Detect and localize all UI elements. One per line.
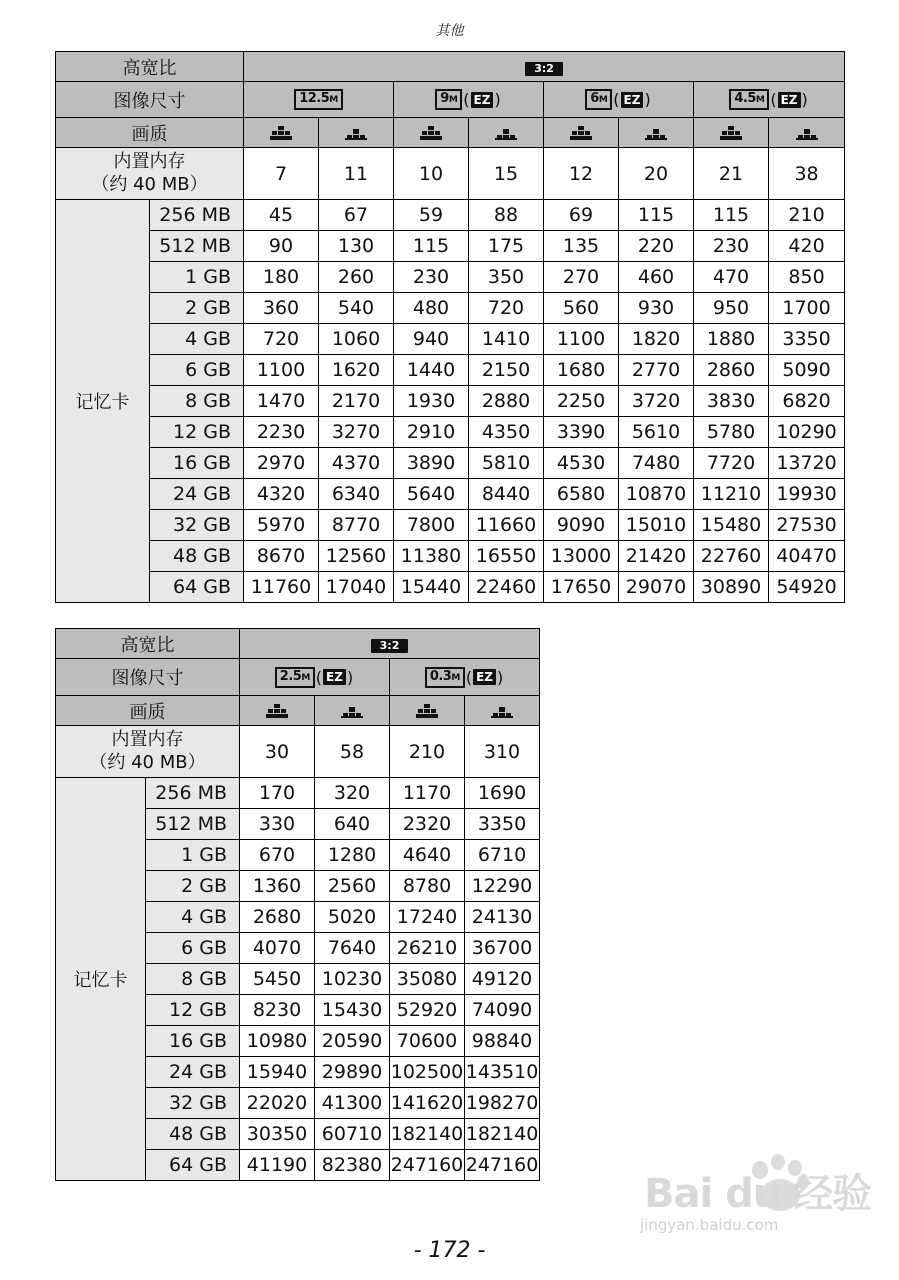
capacity-value: 3350 (769, 324, 845, 355)
ez-zoom-icon: EZ (473, 669, 496, 685)
capacity-value: 41190 (240, 1150, 315, 1181)
capacity-value: 12560 (319, 541, 394, 572)
table-row (56, 417, 845, 448)
capacity-value: 8440 (469, 479, 544, 510)
storage-capacity-table-2 (55, 628, 540, 1181)
capacity-value: 540 (319, 293, 394, 324)
capacity-value: 1100 (544, 324, 619, 355)
capacity-value: 15440 (394, 572, 469, 603)
ez-zoom-icon: EZ (323, 669, 346, 685)
capacity-value: 1170 (390, 778, 465, 809)
quality-cell (390, 696, 465, 726)
capacity-value: 2860 (694, 355, 769, 386)
quality-cell (619, 118, 694, 148)
quality-row (56, 696, 540, 726)
capacity-value: 2910 (394, 417, 469, 448)
capacity-value: 115 (394, 231, 469, 262)
card-size-label: 256 MB (146, 778, 240, 809)
card-size-label: 2 GB (150, 293, 244, 324)
card-size-label: 24 GB (150, 479, 244, 510)
quality-cell (315, 696, 390, 726)
capacity-value: 360 (244, 293, 319, 324)
internal-memory-value: 210 (390, 726, 465, 778)
capacity-value: 2970 (244, 448, 319, 479)
fine-quality-icon (418, 125, 444, 141)
capacity-value: 220 (619, 231, 694, 262)
capacity-value: 17650 (544, 572, 619, 603)
capacity-value: 70600 (390, 1026, 465, 1057)
capacity-value: 19930 (769, 479, 845, 510)
card-size-label: 1 GB (146, 840, 240, 871)
image-size-cell: 4.5M ( EZ ) (694, 82, 845, 118)
card-size-label: 4 GB (146, 902, 240, 933)
capacity-value: 35080 (390, 964, 465, 995)
capacity-value: 2880 (469, 386, 544, 417)
table-row (56, 541, 845, 572)
capacity-value: 8230 (240, 995, 315, 1026)
capacity-value: 1880 (694, 324, 769, 355)
image-size-cell: 9M ( EZ ) (394, 82, 544, 118)
capacity-value: 69 (544, 200, 619, 231)
capacity-value: 420 (769, 231, 845, 262)
card-size-label: 1 GB (150, 262, 244, 293)
capacity-value: 141620 (390, 1088, 465, 1119)
capacity-value: 15010 (619, 510, 694, 541)
internal-memory-value: 11 (319, 148, 394, 200)
capacity-value: 3830 (694, 386, 769, 417)
capacity-value: 115 (619, 200, 694, 231)
watermark-url: jingyan.baidu.com (640, 1216, 779, 1234)
capacity-value: 59 (394, 200, 469, 231)
aspect-ratio-cell (240, 629, 540, 659)
capacity-value: 1690 (465, 778, 540, 809)
capacity-value: 330 (240, 809, 315, 840)
card-size-label: 32 GB (150, 510, 244, 541)
standard-quality-icon (489, 703, 515, 719)
aspect-ratio-label: 高宽比 (56, 629, 240, 659)
standard-quality-icon (794, 125, 820, 141)
capacity-value: 1820 (619, 324, 694, 355)
capacity-value: 40470 (769, 541, 845, 572)
capacity-value: 1930 (394, 386, 469, 417)
table-row (56, 778, 540, 809)
capacity-value: 230 (694, 231, 769, 262)
capacity-value: 22760 (694, 541, 769, 572)
capacity-value: 2560 (315, 871, 390, 902)
capacity-value: 1410 (469, 324, 544, 355)
quality-cell (469, 118, 544, 148)
capacity-value: 2170 (319, 386, 394, 417)
capacity-value: 247160 (465, 1150, 540, 1181)
capacity-value: 2250 (544, 386, 619, 417)
capacity-value: 52920 (390, 995, 465, 1026)
quality-cell (240, 696, 315, 726)
capacity-value: 182140 (465, 1119, 540, 1150)
capacity-value: 260 (319, 262, 394, 293)
capacity-value: 1440 (394, 355, 469, 386)
table-row (56, 200, 845, 231)
image-size-cell: 0.3M ( EZ ) (390, 659, 540, 696)
capacity-value: 13720 (769, 448, 845, 479)
capacity-value: 41300 (315, 1088, 390, 1119)
capacity-value: 950 (694, 293, 769, 324)
capacity-value: 1680 (544, 355, 619, 386)
card-size-label: 12 GB (150, 417, 244, 448)
capacity-value: 7480 (619, 448, 694, 479)
card-size-label: 256 MB (150, 200, 244, 231)
capacity-value: 74090 (465, 995, 540, 1026)
capacity-value: 15430 (315, 995, 390, 1026)
ez-zoom-icon: EZ (778, 92, 801, 108)
table-row (56, 572, 845, 603)
capacity-value: 320 (315, 778, 390, 809)
table-row (56, 386, 845, 417)
capacity-value: 3350 (465, 809, 540, 840)
internal-memory-value: 20 (619, 148, 694, 200)
aspect-ratio-row (56, 629, 540, 659)
internal-memory-value: 10 (394, 148, 469, 200)
capacity-value: 22460 (469, 572, 544, 603)
capacity-value: 5610 (619, 417, 694, 448)
quality-cell (769, 118, 845, 148)
capacity-value: 13000 (544, 541, 619, 572)
capacity-value: 5780 (694, 417, 769, 448)
capacity-value: 720 (469, 293, 544, 324)
capacity-value: 45 (244, 200, 319, 231)
table-row (56, 231, 845, 262)
capacity-value: 15480 (694, 510, 769, 541)
capacity-value: 130 (319, 231, 394, 262)
aspect-ratio-label: 高宽比 (56, 52, 244, 82)
capacity-value: 5020 (315, 902, 390, 933)
standard-quality-icon (643, 125, 669, 141)
capacity-value: 143510 (465, 1057, 540, 1088)
watermark-brand: Bai du 经验 (644, 1171, 872, 1217)
capacity-value: 2230 (244, 417, 319, 448)
page-number: - 172 - (413, 1238, 486, 1263)
capacity-value: 2770 (619, 355, 694, 386)
aspect-ratio-row (56, 52, 845, 82)
capacity-value: 12290 (465, 871, 540, 902)
aspect-ratio-cell (244, 52, 845, 82)
resolution-12-5m-icon: 12.5M (294, 89, 343, 110)
capacity-value: 16550 (469, 541, 544, 572)
capacity-value: 9090 (544, 510, 619, 541)
capacity-value: 17240 (390, 902, 465, 933)
capacity-value: 90 (244, 231, 319, 262)
capacity-value: 4350 (469, 417, 544, 448)
ez-zoom-icon: EZ (621, 92, 644, 108)
capacity-value: 49120 (465, 964, 540, 995)
resolution-4-5m-icon: 4.5M (729, 89, 769, 110)
capacity-value: 4320 (244, 479, 319, 510)
quality-label: 画质 (56, 696, 240, 726)
fine-quality-icon (568, 125, 594, 141)
capacity-value: 11760 (244, 572, 319, 603)
capacity-value: 4640 (390, 840, 465, 871)
capacity-value: 5640 (394, 479, 469, 510)
internal-memory-value: 310 (465, 726, 540, 778)
capacity-value: 10290 (769, 417, 845, 448)
capacity-value: 270 (544, 262, 619, 293)
image-size-cell: 2.5M ( EZ ) (240, 659, 390, 696)
capacity-value: 480 (394, 293, 469, 324)
capacity-value: 15940 (240, 1057, 315, 1088)
capacity-value: 8670 (244, 541, 319, 572)
capacity-value: 30890 (694, 572, 769, 603)
internal-memory-row (56, 148, 845, 200)
capacity-value: 182140 (390, 1119, 465, 1150)
capacity-value: 98840 (465, 1026, 540, 1057)
capacity-value: 210 (769, 200, 845, 231)
internal-memory-value: 15 (469, 148, 544, 200)
image-size-cell (244, 82, 394, 118)
resolution-9m-icon: 9M (435, 89, 462, 110)
internal-memory-row (56, 726, 540, 778)
capacity-value: 1280 (315, 840, 390, 871)
capacity-value: 88 (469, 200, 544, 231)
capacity-value: 460 (619, 262, 694, 293)
page-header: 其他 (435, 23, 464, 39)
quality-cell (694, 118, 769, 148)
capacity-value: 230 (394, 262, 469, 293)
capacity-value: 1700 (769, 293, 845, 324)
capacity-value: 5810 (469, 448, 544, 479)
capacity-value: 5970 (244, 510, 319, 541)
capacity-value: 54920 (769, 572, 845, 603)
card-size-label: 12 GB (146, 995, 240, 1026)
card-size-label: 24 GB (146, 1057, 240, 1088)
quality-cell (244, 118, 319, 148)
capacity-value: 22020 (240, 1088, 315, 1119)
capacity-value: 5450 (240, 964, 315, 995)
card-size-label: 512 MB (146, 809, 240, 840)
capacity-value: 3890 (394, 448, 469, 479)
image-size-label: 图像尺寸 (56, 659, 240, 696)
table-row (56, 262, 845, 293)
capacity-value: 4370 (319, 448, 394, 479)
quality-cell (319, 118, 394, 148)
fine-quality-icon (268, 125, 294, 141)
card-size-label: 48 GB (150, 541, 244, 572)
card-size-label: 16 GB (150, 448, 244, 479)
baidu-jingyan-watermark (640, 1150, 890, 1250)
capacity-value: 7720 (694, 448, 769, 479)
internal-memory-value: 12 (544, 148, 619, 200)
ez-zoom-icon: EZ (471, 92, 494, 108)
capacity-value: 175 (469, 231, 544, 262)
internal-memory-value: 21 (694, 148, 769, 200)
quality-cell (465, 696, 540, 726)
quality-row (56, 118, 845, 148)
capacity-value: 1060 (319, 324, 394, 355)
capacity-value: 560 (544, 293, 619, 324)
capacity-value: 135 (544, 231, 619, 262)
card-size-label: 48 GB (146, 1119, 240, 1150)
standard-quality-icon (339, 703, 365, 719)
capacity-value: 6340 (319, 479, 394, 510)
capacity-value: 5090 (769, 355, 845, 386)
capacity-value: 21420 (619, 541, 694, 572)
internal-memory-value: 38 (769, 148, 845, 200)
capacity-value: 247160 (390, 1150, 465, 1181)
capacity-value: 11660 (469, 510, 544, 541)
internal-memory-value: 58 (315, 726, 390, 778)
card-size-label: 6 GB (150, 355, 244, 386)
capacity-value: 6580 (544, 479, 619, 510)
card-size-label: 512 MB (150, 231, 244, 262)
image-size-label: 图像尺寸 (56, 82, 244, 118)
table-row (56, 479, 845, 510)
capacity-value: 2680 (240, 902, 315, 933)
capacity-value: 470 (694, 262, 769, 293)
capacity-value: 350 (469, 262, 544, 293)
internal-memory-label: 内置内存 （约 40 MB） (56, 726, 240, 778)
capacity-value: 170 (240, 778, 315, 809)
capacity-value: 29070 (619, 572, 694, 603)
capacity-value: 26210 (390, 933, 465, 964)
card-size-label: 6 GB (146, 933, 240, 964)
capacity-value: 1360 (240, 871, 315, 902)
capacity-value: 10980 (240, 1026, 315, 1057)
resolution-2-5m-icon: 2.5M (275, 667, 315, 688)
fine-quality-icon (264, 703, 290, 719)
internal-memory-label: 内置内存 （约 40 MB） (56, 148, 244, 200)
capacity-value: 670 (240, 840, 315, 871)
internal-memory-value: 7 (244, 148, 319, 200)
capacity-value: 24130 (465, 902, 540, 933)
capacity-value: 10870 (619, 479, 694, 510)
capacity-value: 3720 (619, 386, 694, 417)
capacity-value: 640 (315, 809, 390, 840)
card-size-label: 32 GB (146, 1088, 240, 1119)
resolution-0-3m-icon: 0.3M (425, 667, 465, 688)
standard-quality-icon (493, 125, 519, 141)
capacity-value: 4530 (544, 448, 619, 479)
card-size-label: 16 GB (146, 1026, 240, 1057)
fine-quality-icon (718, 125, 744, 141)
fine-quality-icon (414, 703, 440, 719)
table-row (56, 448, 845, 479)
capacity-value: 6710 (465, 840, 540, 871)
capacity-value: 4070 (240, 933, 315, 964)
capacity-value: 60710 (315, 1119, 390, 1150)
capacity-value: 17040 (319, 572, 394, 603)
capacity-value: 30350 (240, 1119, 315, 1150)
card-size-label: 64 GB (146, 1150, 240, 1181)
card-size-label: 4 GB (150, 324, 244, 355)
capacity-value: 1470 (244, 386, 319, 417)
capacity-value: 36700 (465, 933, 540, 964)
image-size-cell: 6M ( EZ ) (544, 82, 694, 118)
capacity-value: 1620 (319, 355, 394, 386)
table-row (56, 355, 845, 386)
aspect-ratio-badge: 3:2 (371, 639, 409, 653)
table-row (56, 293, 845, 324)
quality-cell (544, 118, 619, 148)
resolution-6m-icon: 6M (585, 89, 612, 110)
capacity-value: 102500 (390, 1057, 465, 1088)
image-size-row (56, 659, 540, 696)
storage-capacity-table-1 (55, 51, 845, 603)
capacity-value: 27530 (769, 510, 845, 541)
capacity-value: 940 (394, 324, 469, 355)
table-row (56, 510, 845, 541)
card-size-label: 64 GB (150, 572, 244, 603)
table-row (56, 324, 845, 355)
capacity-value: 720 (244, 324, 319, 355)
image-size-row (56, 82, 845, 118)
card-size-label: 8 GB (146, 964, 240, 995)
card-size-label: 2 GB (146, 871, 240, 902)
capacity-value: 11210 (694, 479, 769, 510)
capacity-value: 8780 (390, 871, 465, 902)
capacity-value: 6820 (769, 386, 845, 417)
aspect-ratio-badge: 3:2 (525, 62, 563, 76)
internal-memory-value: 30 (240, 726, 315, 778)
capacity-value: 115 (694, 200, 769, 231)
quality-cell (394, 118, 469, 148)
memory-card-label: 记忆卡 (56, 778, 146, 1181)
capacity-value: 7640 (315, 933, 390, 964)
capacity-value: 930 (619, 293, 694, 324)
capacity-value: 198270 (465, 1088, 540, 1119)
capacity-value: 8770 (319, 510, 394, 541)
capacity-value: 7800 (394, 510, 469, 541)
capacity-value: 11380 (394, 541, 469, 572)
memory-card-label: 记忆卡 (56, 200, 150, 603)
capacity-value: 82380 (315, 1150, 390, 1181)
capacity-value: 2320 (390, 809, 465, 840)
capacity-value: 10230 (315, 964, 390, 995)
quality-label: 画质 (56, 118, 244, 148)
capacity-value: 2150 (469, 355, 544, 386)
capacity-value: 850 (769, 262, 845, 293)
capacity-value: 29890 (315, 1057, 390, 1088)
capacity-value: 1100 (244, 355, 319, 386)
capacity-value: 180 (244, 262, 319, 293)
capacity-value: 3390 (544, 417, 619, 448)
standard-quality-icon (343, 125, 369, 141)
capacity-value: 20590 (315, 1026, 390, 1057)
capacity-value: 67 (319, 200, 394, 231)
capacity-value: 3270 (319, 417, 394, 448)
card-size-label: 8 GB (150, 386, 244, 417)
